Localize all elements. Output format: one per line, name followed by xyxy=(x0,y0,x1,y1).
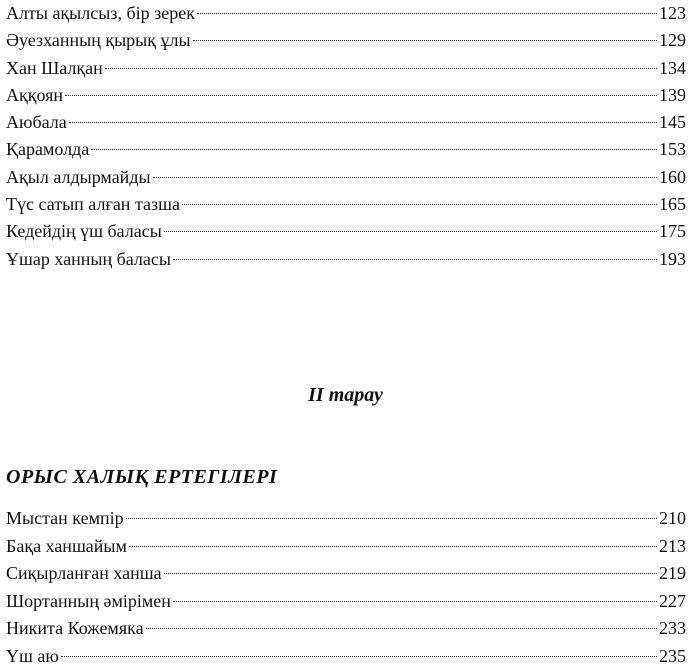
toc-entry-page: 193 xyxy=(659,248,686,269)
toc-leader-dots xyxy=(153,177,657,178)
toc-entry-page: 134 xyxy=(659,57,686,78)
toc-entry-title: Шортанның әмірімен xyxy=(6,590,171,611)
toc-entry-title: Хан Шалқан xyxy=(6,57,103,78)
toc-leader-dots xyxy=(91,149,657,150)
toc-entry xyxy=(6,82,686,109)
toc-leader-dots xyxy=(182,204,657,205)
toc-entry-page: 175 xyxy=(659,221,686,242)
toc-entry xyxy=(6,588,686,616)
toc-entry xyxy=(6,218,686,245)
toc-entry-title: Алты ақылсыз, бір зерек xyxy=(6,3,195,23)
toc-leader-dots xyxy=(164,231,657,232)
toc-entry-title: Түс сатып алған тазша xyxy=(6,194,180,215)
toc-entry-page: 213 xyxy=(659,535,686,556)
toc-entry-title: Ұшар ханның баласы xyxy=(6,248,171,269)
toc-leader-dots xyxy=(69,122,657,123)
toc-entry-page: 139 xyxy=(659,84,686,105)
toc-entry-title: Кедейдің үш баласы xyxy=(6,221,162,242)
toc-entry-page: 219 xyxy=(659,563,686,583)
toc-leader-dots xyxy=(164,573,657,574)
toc-leader-dots xyxy=(197,13,657,14)
toc-entry xyxy=(6,0,686,27)
toc-entry-page: 233 xyxy=(659,618,686,638)
toc-entry-page: 153 xyxy=(659,139,686,160)
toc-entry-title: Үш аю xyxy=(6,645,59,666)
toc-leader-dots xyxy=(65,95,657,96)
toc-leader-dots xyxy=(146,628,657,629)
toc-leader-dots xyxy=(61,656,657,657)
toc-entry xyxy=(6,615,686,643)
toc-entry xyxy=(6,136,686,163)
toc-list-part1 xyxy=(6,0,686,273)
toc-entry-page: 160 xyxy=(659,166,686,187)
toc-entry-title: Мыстан кемпір xyxy=(6,508,124,528)
toc-entry xyxy=(6,191,686,218)
toc-leader-dots xyxy=(105,68,657,69)
toc-leader-dots xyxy=(173,259,657,260)
toc-entry-page: 123 xyxy=(659,3,686,23)
toc-entry-title: Ақыл алдырмайды xyxy=(6,166,151,187)
toc-entry-title: Аққоян xyxy=(6,84,64,105)
toc-entry-page: 165 xyxy=(659,194,686,215)
toc-leader-dots xyxy=(193,40,657,41)
toc-entry xyxy=(6,505,686,533)
toc-entry-title: Әуезханның қырық ұлы xyxy=(6,30,191,51)
toc-entry-page: 227 xyxy=(659,590,686,611)
toc-leader-dots xyxy=(129,546,657,547)
toc-entry-page: 235 xyxy=(659,645,686,666)
toc-entry-page: 210 xyxy=(659,508,686,528)
toc-entry-title: Никита Кожемяка xyxy=(6,618,144,638)
toc-entry xyxy=(6,246,686,273)
toc-entry-title: Қарамолда xyxy=(6,139,90,160)
toc-entry-title: Сиқырланған ханша xyxy=(6,563,162,583)
chapter-heading: II тарау xyxy=(308,384,383,406)
section-heading: ОРЫС ХАЛЫҚ ЕРТЕГІЛЕРІ xyxy=(6,466,278,488)
toc-entry xyxy=(6,109,686,136)
toc-entry xyxy=(6,27,686,54)
toc-entry xyxy=(6,560,686,588)
toc-leader-dots xyxy=(126,518,657,519)
toc-entry-page: 129 xyxy=(659,30,686,51)
toc-entry-page: 145 xyxy=(659,112,686,133)
toc-leader-dots xyxy=(173,601,657,602)
toc-entry xyxy=(6,533,686,561)
toc-entry xyxy=(6,643,686,671)
toc-list-part2 xyxy=(6,505,686,670)
toc-entry-title: Бақа ханшайым xyxy=(6,535,127,556)
toc-entry xyxy=(6,164,686,191)
toc-entry xyxy=(6,55,686,82)
toc-entry-title: Аюбала xyxy=(6,112,67,133)
